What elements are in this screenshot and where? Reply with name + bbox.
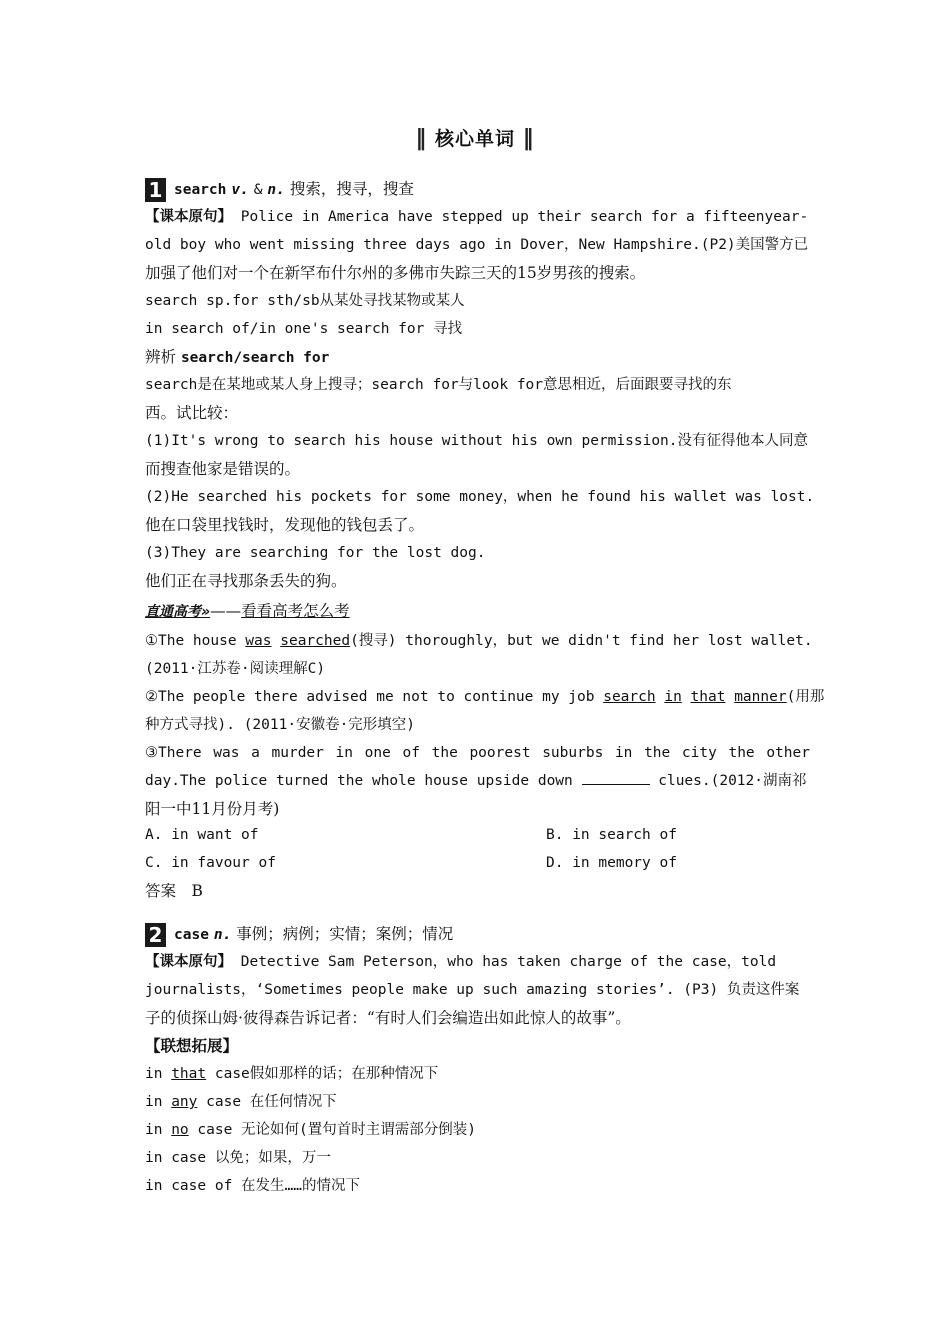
entry2-title <box>145 921 810 947</box>
q3-answer-blank <box>582 770 650 785</box>
q3-word: was <box>213 745 240 761</box>
entry1-source-line3: 加强了他们对一个在新罕布什尔州的多佛市失踪三天的15岁男孩的搜索。 <box>145 264 646 282</box>
q2-answer-word3: that <box>690 689 726 705</box>
entry1-source-label: 【课本原句】 <box>145 209 232 225</box>
option-b: B. in search of <box>546 827 677 843</box>
question2-line1 <box>145 684 825 710</box>
phrase-underlined: any <box>171 1094 198 1110</box>
entry1-title <box>145 176 810 202</box>
phrase-suffix: case 无论如何(置句首时主谓需部分倒装) <box>188 1122 477 1138</box>
distinguish-label: 辨析 <box>145 348 177 366</box>
q3-prefix: day.The police turned the whole house upside down <box>145 773 582 789</box>
phrase-underlined: that <box>171 1066 207 1082</box>
entry1-source-line2: old boy who went missing three days ago in Dover，New Hampshire.(P2)美国警方已 <box>145 237 809 253</box>
example2-line2: 他在口袋里找钱时，发现他的钱包丢了。 <box>145 516 425 534</box>
q3-word: murder <box>271 745 324 761</box>
entry1-explain-line1: search是在某地或某人身上搜寻；search for与look for意思相近，后面跟要寻找的东 <box>145 377 732 393</box>
section-heading <box>0 124 950 151</box>
q2-answer-word2: in <box>664 689 682 705</box>
entry2-phrase4: in case 以免；如果，万一 <box>145 1150 331 1166</box>
entry2-word: case <box>174 927 209 943</box>
example1-line1: (1)It's wrong to search his house without his own permission.没有征得他本人同意 <box>145 433 809 449</box>
heading-right-bar: ‖ <box>522 126 535 151</box>
option-a: A. in want of <box>145 827 259 843</box>
example3-line2: 他们正在寻找那条丢失的狗。 <box>145 572 347 590</box>
q1-suffix: (搜寻) thoroughly，but we didn't find her lost wallet. <box>350 633 813 649</box>
question3-line2 <box>145 768 810 794</box>
entry2-source-line1 <box>145 949 810 975</box>
gaokao-label: 直通高考» <box>145 604 211 620</box>
entry1-pos1: v. <box>231 182 249 198</box>
q3-word: a <box>251 745 260 761</box>
gaokao-dash: —— <box>210 602 242 620</box>
entry1-answer: 答案 B <box>145 882 203 900</box>
example3-line1: (3)They are searching for the lost dog. <box>145 545 486 561</box>
example1-line2: 而搜查他家是错误的。 <box>145 460 301 478</box>
example2-line1: (2)He searched his pockets for some money，when he found his wallet was lost. <box>145 489 815 505</box>
phrase-suffix: case假如那样的话；在那种情况下 <box>206 1066 439 1082</box>
q1-answer-word2: searched <box>280 633 351 649</box>
heading-title: 核心单词 <box>434 128 515 150</box>
entry1-meaning: 搜索，搜寻，搜查 <box>289 180 414 198</box>
q3-word: ③There <box>145 745 202 761</box>
entry1-distinguish <box>145 344 810 370</box>
gaokao-header <box>145 598 810 624</box>
entry2-source-text1: Detective Sam Peterson，who has taken charge of the case，told <box>240 954 777 970</box>
question1-line2: (2011·江苏卷·阅读理解C) <box>145 661 326 677</box>
q1-answer-word1: was <box>245 633 272 649</box>
q3-word: of <box>402 745 420 761</box>
entry2-source-line2: journalists，‘Sometimes people make up such amazing stories’. (P3) 负责这件案 <box>145 982 800 998</box>
entry1-number-badge: 1 <box>145 178 166 202</box>
entry2-number-badge: 2 <box>145 923 166 947</box>
distinguish-words: search/search for <box>180 350 330 366</box>
entry2-expand-label: 【联想拓展】 <box>145 1037 239 1055</box>
q3-word: city <box>681 745 717 761</box>
question1-line1 <box>145 628 813 654</box>
phrase-underlined: no <box>171 1122 189 1138</box>
entry2-phrase3 <box>145 1117 810 1143</box>
heading-left-bar: ‖ <box>415 126 428 151</box>
q3-word: the <box>644 745 671 761</box>
question3-line3: 阳一中11月份月考) <box>145 800 280 818</box>
phrase-suffix: case 在任何情况下 <box>197 1094 337 1110</box>
q2-suffix: (用那 <box>786 689 825 705</box>
option-d: D. in memory of <box>546 855 677 871</box>
q3-suffix: clues.(2012·湖南祁 <box>649 773 807 789</box>
q3-word: in <box>614 745 633 761</box>
entry1-word: search <box>174 182 227 198</box>
entry2-meaning: 事例；病例；实情；案例；情况 <box>236 925 454 943</box>
q2-answer-word4: manner <box>734 689 787 705</box>
option-c: C. in favour of <box>145 855 276 871</box>
q3-word: the <box>728 745 755 761</box>
entry1-amp: & <box>253 182 263 198</box>
entry2-pos: n. <box>213 927 232 943</box>
q3-word: other <box>766 745 810 761</box>
entry2-source-line3: 子的侦探山姆·彼得森告诉记者：“有时人们会编造出如此惊人的故事”。 <box>145 1009 631 1027</box>
q2-prefix: ②The people there advised me not to continue my job <box>145 689 604 705</box>
phrase-prefix: in <box>145 1094 172 1110</box>
entry1-explain-line2: 西。试比较： <box>145 404 239 422</box>
q3-word: the <box>431 745 458 761</box>
q3-word: one <box>364 745 391 761</box>
options-row1 <box>145 822 810 848</box>
gaokao-subtitle: 看看高考怎么考 <box>241 602 350 620</box>
question3-line1 <box>145 740 810 766</box>
q3-word: in <box>335 745 354 761</box>
phrase-prefix: in <box>145 1122 172 1138</box>
q2-answer-word1: search <box>603 689 656 705</box>
entry2-phrase2 <box>145 1089 810 1115</box>
q3-word: poorest <box>469 745 531 761</box>
entry2-phrase1 <box>145 1061 810 1087</box>
entry2-phrase5: in case of 在发生……的情况下 <box>145 1178 360 1194</box>
entry1-source-text1: Police in America have stepped up their search for a fifteenyear- <box>240 209 809 225</box>
q3-word: suburbs <box>542 745 604 761</box>
entry1-phrase2: in search of/in one's search for 寻找 <box>145 321 463 337</box>
q1-prefix: ①The house <box>145 633 246 649</box>
entry2-source-label: 【课本原句】 <box>145 954 232 970</box>
options-row2 <box>145 850 810 876</box>
entry1-pos2: n. <box>267 182 285 198</box>
phrase-prefix: in <box>145 1066 172 1082</box>
entry1-phrase1: search sp.for sth/sb从某处寻找某物或某人 <box>145 293 465 309</box>
question2-line2: 种方式寻找). (2011·安徽卷·完形填空) <box>145 717 416 733</box>
entry1-source-line1 <box>145 204 810 230</box>
